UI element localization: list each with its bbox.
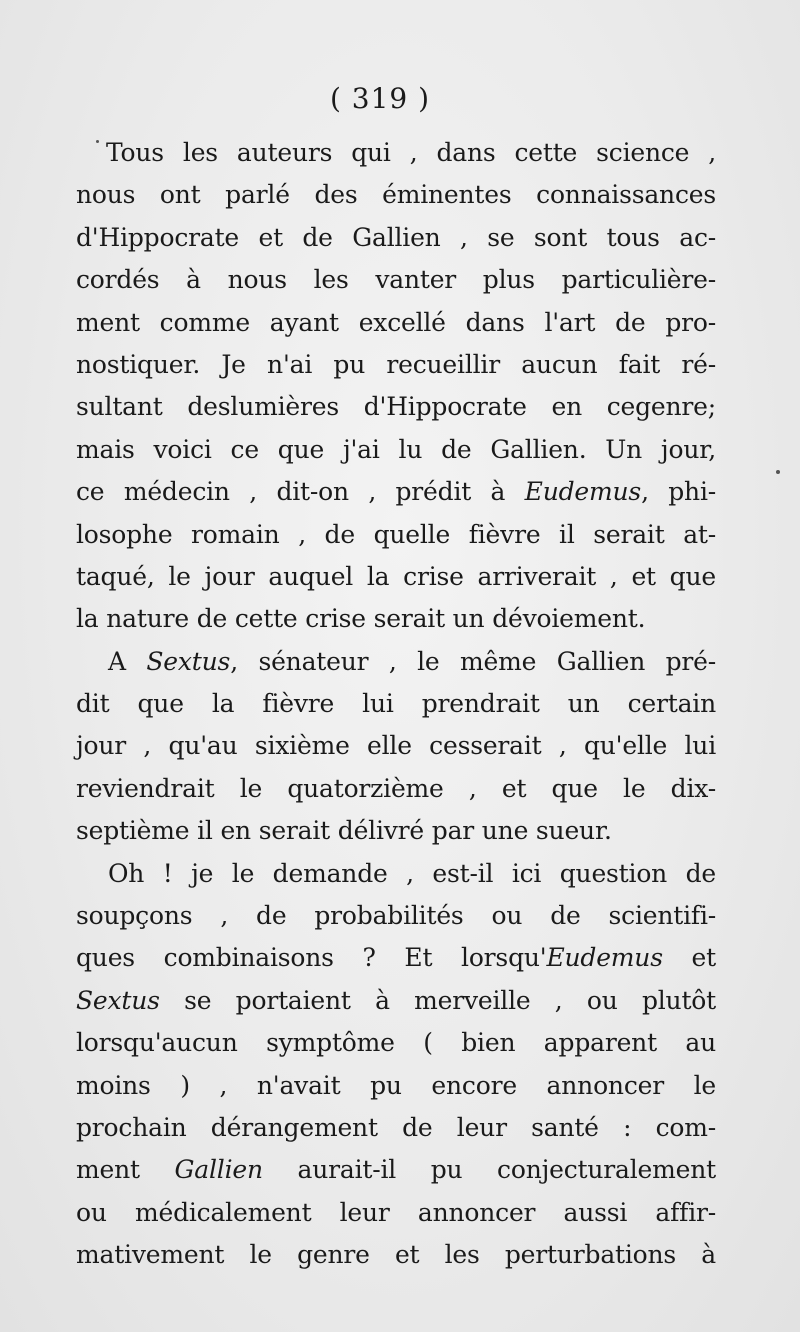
text-line [76, 132, 716, 174]
text-run: ques combinaisons ? Et lorsqu' [76, 943, 547, 973]
text-line [76, 344, 716, 386]
text-line [76, 386, 716, 428]
text-line [76, 1234, 716, 1276]
text-run: moins ) , n'avait pu encore annoncer le [76, 1070, 716, 1100]
text-line [76, 810, 716, 852]
italic-name: Gallien [174, 1155, 263, 1185]
text-run: septième il en serait délivré par une sueur. [76, 816, 612, 846]
ink-speck [776, 470, 780, 474]
text-run: la nature de cette crise serait un dévoiement. [76, 604, 646, 634]
text-line [76, 853, 716, 895]
text-line [76, 683, 716, 725]
text-run: ou médicalement leur annoncer aussi affir- [76, 1197, 716, 1227]
text-line [76, 598, 716, 640]
text-line [76, 768, 716, 810]
text-run: lorsqu'aucun symptôme ( bien apparent au [76, 1028, 716, 1058]
text-line [76, 1149, 716, 1191]
text-run: aurait-il pu conjecturalement [262, 1155, 716, 1185]
text-run: cordés à nous les vanter plus particulière- [76, 265, 716, 295]
text-line [76, 429, 716, 471]
text-line [76, 259, 716, 301]
text-run: soupçons , de probabilités ou de scientifi- [76, 901, 716, 931]
text-run: et [662, 943, 716, 973]
text-run: mais voici ce que j'ai lu de Gallien. Un jour, [76, 434, 716, 464]
text-line [76, 641, 716, 683]
text-run: ment comme ayant excellé dans l'art de pro- [76, 307, 716, 337]
text-run: Tous les auteurs qui , dans cette science , [106, 138, 716, 167]
text-run: , sénateur , le même Gallien pré- [230, 646, 716, 676]
text-run: mativement le genre et les perturbations à [76, 1240, 716, 1270]
text-run: se portaient à merveille , ou plutôt [159, 985, 716, 1015]
text-run: ce médecin , dit-on , prédit à [76, 477, 525, 507]
text-run: , phi- [641, 477, 716, 507]
text-line [76, 1022, 716, 1064]
italic-name: Eudemus [546, 943, 663, 973]
text-line [76, 217, 716, 259]
body-text [76, 132, 716, 1277]
text-line [76, 725, 716, 767]
text-run: ment [76, 1155, 175, 1185]
text-run: reviendrait le quatorzième , et que le dix- [76, 773, 716, 803]
text-run: nostiquer. Je n'ai pu recueillir aucun fait ré- [76, 349, 716, 379]
text-line [76, 302, 716, 344]
text-line [76, 514, 716, 556]
text-line [76, 1192, 716, 1234]
page-number: ( 319 ) [329, 82, 431, 115]
text-line [76, 895, 716, 937]
text-run: jour , qu'au sixième elle cesserait , qu'elle lui [76, 731, 716, 761]
text-line [76, 1065, 716, 1107]
italic-name: Sextus [146, 646, 231, 676]
text-line [76, 937, 716, 979]
text-run: dit que la fièvre lui prendrait un certain [76, 689, 716, 719]
text-line [76, 174, 716, 216]
ink-speck [96, 140, 99, 143]
italic-name: Sextus [76, 985, 160, 1015]
text-run: Oh ! je le demande , est-il ici question de [108, 858, 716, 888]
text-line [76, 980, 716, 1022]
text-line [76, 1107, 716, 1149]
text-run: nous ont parlé des éminentes connaissances [76, 180, 716, 210]
italic-name: Eudemus [524, 477, 642, 507]
text-run: A [108, 646, 147, 676]
text-run: taqué, le jour auquel la crise arriverait , et que [76, 561, 716, 591]
text-run: losophe romain , de quelle fièvre il serait at- [76, 519, 716, 549]
text-line [76, 471, 716, 513]
text-run: sultant deslumières d'Hippocrate en cegenre; [76, 392, 716, 422]
text-run: d'Hippocrate et de Gallien , se sont tous ac- [76, 222, 716, 252]
text-run: prochain dérangement de leur santé : com- [76, 1112, 716, 1142]
text-line [76, 556, 716, 598]
